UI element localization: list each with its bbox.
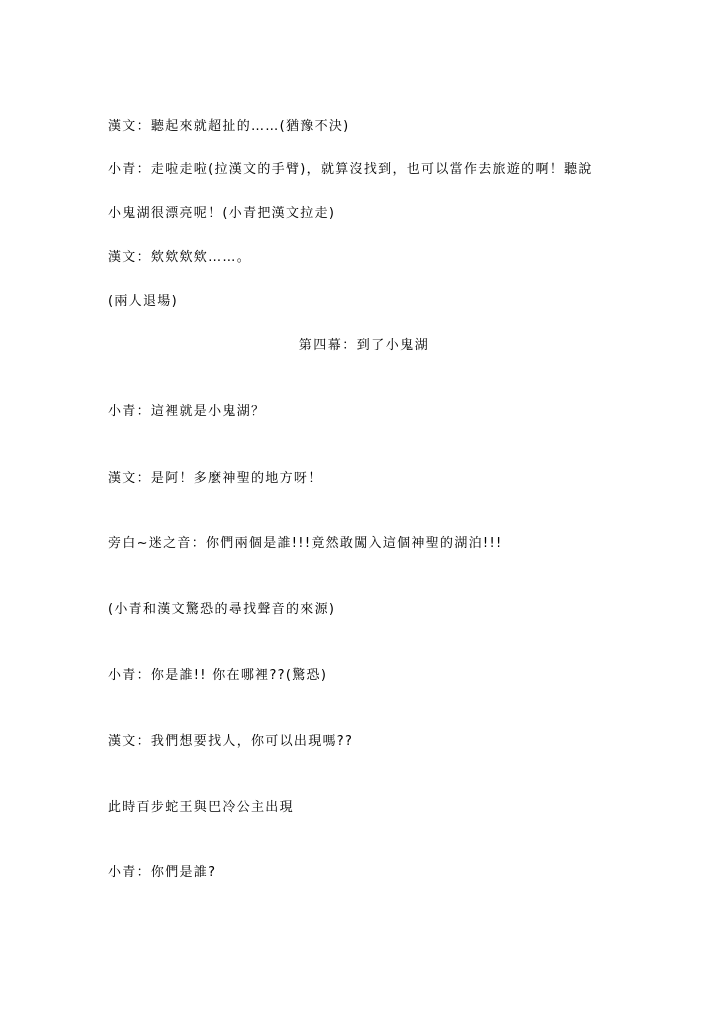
dialogue-line-xiaoqing-4: 小青：你們是誰?: [108, 865, 217, 880]
dialogue-line-xiaoqing-3: 小青：你是誰!! 你在哪裡??(驚恐): [108, 668, 328, 683]
dialogue-line-hanwen-3: 漢文：是阿！多麼神聖的地方呀！: [108, 471, 323, 486]
dialogue-line-hanwen-4: 漢文：我們想要找人，你可以出現嗎??: [108, 734, 354, 749]
dialogue-line-hanwen-1: 漢文：聽起來就超扯的……(猶豫不決): [108, 119, 350, 134]
dialogue-line-narrator: 旁白~迷之音：你們兩個是誰!!!竟然敢闖入這個神聖的湖泊!!!: [108, 536, 503, 551]
stage-direction-appear: 此時百步蛇王與巴冷公主出現: [108, 800, 294, 815]
act-title: 第四幕：到了小鬼湖: [298, 338, 430, 353]
dialogue-line-xiaoqing-2: 小青：這裡就是小鬼湖？: [108, 404, 266, 419]
dialogue-line-xiaoqing-1: 小青：走啦走啦(拉漢文的手臂)，就算沒找到，也可以當作去旅遊的啊！聽說: [108, 162, 593, 177]
stage-direction-search: (小青和漢文驚恐的尋找聲音的來源): [108, 602, 336, 617]
stage-direction-exit: (兩人退場): [108, 294, 178, 309]
dialogue-line-hanwen-2: 漢文：欸欸欸欸……。: [108, 250, 251, 265]
dialogue-line-continuation: 小鬼湖很漂亮呢！(小青把漢文拉走): [108, 206, 336, 221]
